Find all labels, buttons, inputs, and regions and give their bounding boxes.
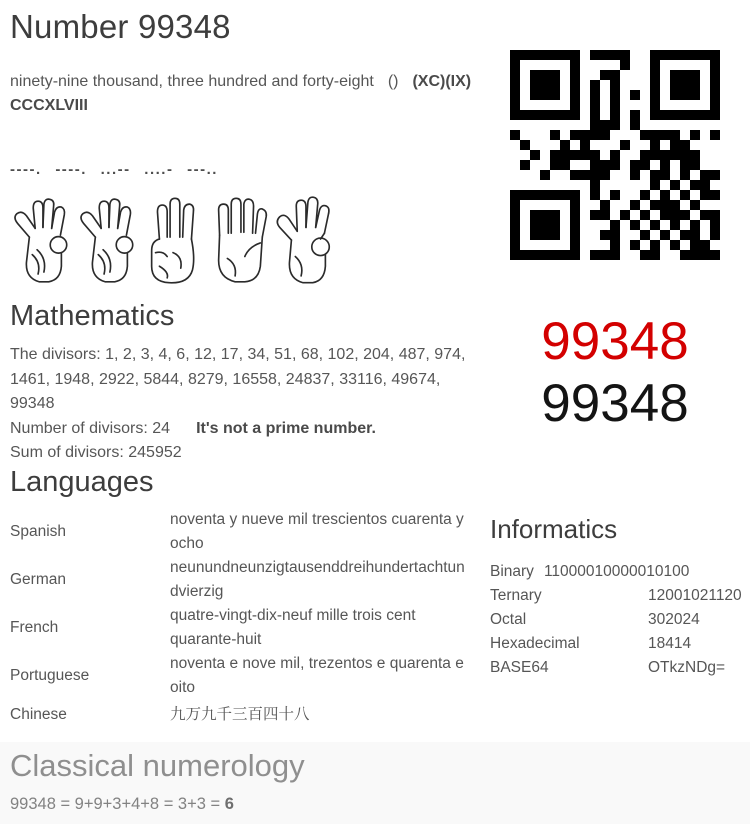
language-label: German <box>10 571 66 588</box>
prime-note: It's not a prime number. <box>196 419 376 437</box>
informatics-value: 18414 <box>648 635 692 652</box>
divisors-text: The divisors: 1, 2, 3, 4, 6, 12, 17, 34, 51, 68, 102, 204, 487, 974, 1461, 1948, 2922, 5844, 8279, 16558, 24837, 33116, 49674, 99348 <box>10 346 466 412</box>
languages-heading: Languages <box>10 466 154 498</box>
informatics-value: OTkzNDg= <box>648 659 726 676</box>
number-display-black: 99348 <box>541 374 689 433</box>
language-row <box>10 652 480 700</box>
classical-numerology-section <box>0 742 750 824</box>
sum-of-divisors: Sum of divisors: 245952 <box>10 444 182 461</box>
roman-numeral-part2: CCCXLVIII <box>10 97 88 114</box>
page-title: Number 99348 <box>10 8 231 45</box>
roman-numeral-part1: (XC)(IX) <box>412 73 472 90</box>
language-label: French <box>10 619 59 636</box>
numerology-equation <box>10 795 234 814</box>
informatics-table <box>490 560 748 680</box>
hand-sign-4-icon <box>206 196 272 286</box>
mathematics-body <box>10 343 476 466</box>
language-value: noventa e nove mil, trezentos e quarenta e oito <box>170 655 464 696</box>
language-row <box>10 508 480 556</box>
informatics-label: Ternary <box>490 587 542 604</box>
language-value: quatre-vingt-dix-neuf mille trois cent quarante-huit <box>170 607 416 648</box>
equation-text: 99348 = 9+9+3+4+8 = 3+3 = <box>10 795 225 813</box>
informatics-label: Binary <box>490 563 534 580</box>
informatics-row <box>490 608 748 632</box>
informatics-row <box>490 632 748 656</box>
informatics-row <box>490 584 748 608</box>
informatics-label: Hexadecimal <box>490 635 580 652</box>
mathematics-heading: Mathematics <box>10 300 175 332</box>
equation-result: 6 <box>224 795 234 813</box>
language-value: noventa y nueve mil trescientos cuarenta y ocho <box>170 511 464 552</box>
divisor-count: Number of divisors: 24 <box>10 419 171 437</box>
number-display-red: 99348 <box>541 312 689 371</box>
language-value: neunundneunzigtausenddreihundertachtundvierzig <box>170 559 465 600</box>
hand-sign-9-icon <box>8 196 74 286</box>
language-label: Spanish <box>10 523 67 540</box>
informatics-row <box>490 560 748 584</box>
informatics-value: 11000010000010100 <box>543 563 690 580</box>
informatics-label: Octal <box>490 611 527 628</box>
number-words-text: ninety-nine thousand, three hundred and forty-eight <box>10 73 374 90</box>
informatics-heading: Informatics <box>490 514 618 544</box>
language-row <box>10 604 480 652</box>
hand-signs-row <box>8 196 338 286</box>
language-row <box>10 556 480 604</box>
informatics-label: BASE64 <box>490 659 549 676</box>
informatics-row <box>490 656 748 680</box>
language-label: Chinese <box>10 706 67 723</box>
languages-table <box>10 508 480 730</box>
empty-parens: () <box>387 73 399 90</box>
morse-code: ----. ----. ...-- ....- ---.. <box>10 161 218 178</box>
numerology-heading: Classical numerology <box>10 748 305 783</box>
hand-sign-9-icon <box>74 196 140 286</box>
divisor-count-line <box>10 417 476 442</box>
language-label: Portuguese <box>10 667 90 684</box>
language-value: 九万九千三百四十八 <box>170 706 310 723</box>
language-row <box>10 700 480 730</box>
hand-sign-8-icon <box>272 196 338 286</box>
qr-code <box>510 50 720 260</box>
informatics-value: 12001021120 <box>648 587 742 604</box>
hand-sign-3-icon <box>140 196 206 286</box>
informatics-value: 302024 <box>648 611 700 628</box>
